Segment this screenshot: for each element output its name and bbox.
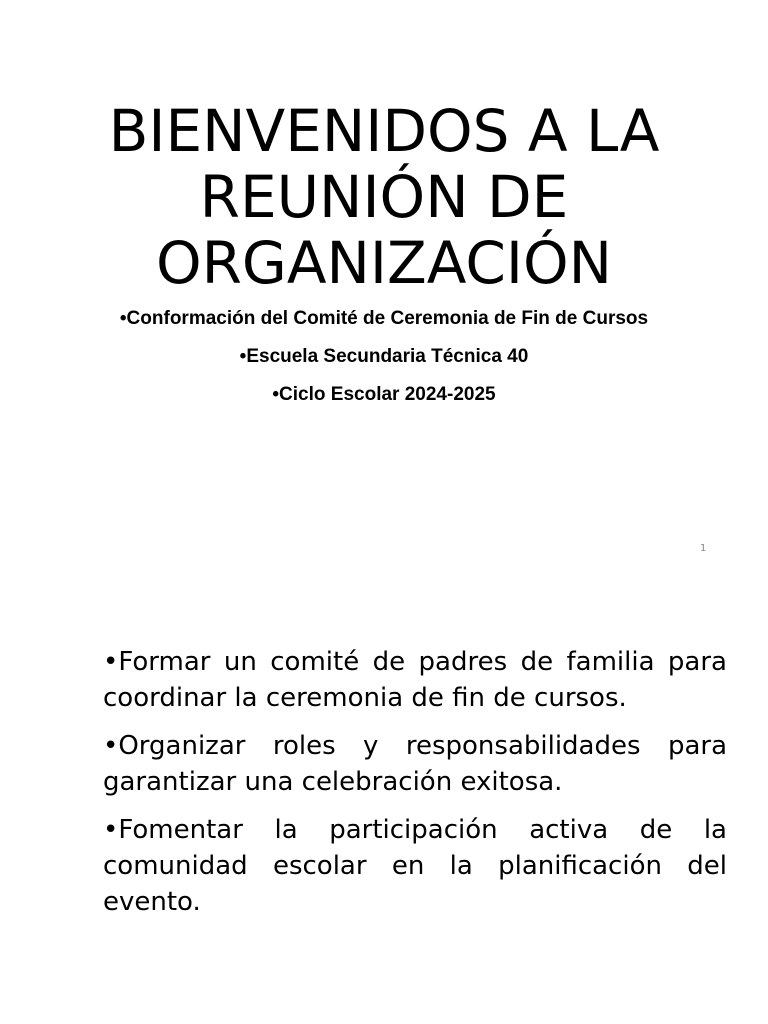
subtitle-item-committee: •Conformación del Comité de Ceremonia de Fin de Cursos bbox=[119, 308, 649, 329]
subtitle-list bbox=[100, 306, 668, 420]
objective-item-organize-roles: •Organizar roles y responsabilidades para garantizar una celebración exitosa. bbox=[103, 731, 727, 797]
objective-item-form-committee: •Formar un comité de padres de familia para coordinar la ceremonia de fin de cursos. bbox=[103, 647, 727, 713]
subtitle-item-school: •Escuela Secundaria Técnica 40 bbox=[239, 346, 529, 367]
objectives-slide bbox=[0, 580, 768, 1024]
objectives-list bbox=[103, 644, 727, 932]
slide-title: BIENVENIDOS A LA REUNIÓN DE ORGANIZACIÓN bbox=[108, 97, 660, 297]
objective-item-foster-participation: •Fomentar la participación activa de la comunidad escolar en la planificación del evento. bbox=[103, 815, 727, 917]
subtitle-item-school-year: •Ciclo Escolar 2024-2025 bbox=[272, 384, 496, 405]
page-number: 1 bbox=[700, 543, 707, 554]
